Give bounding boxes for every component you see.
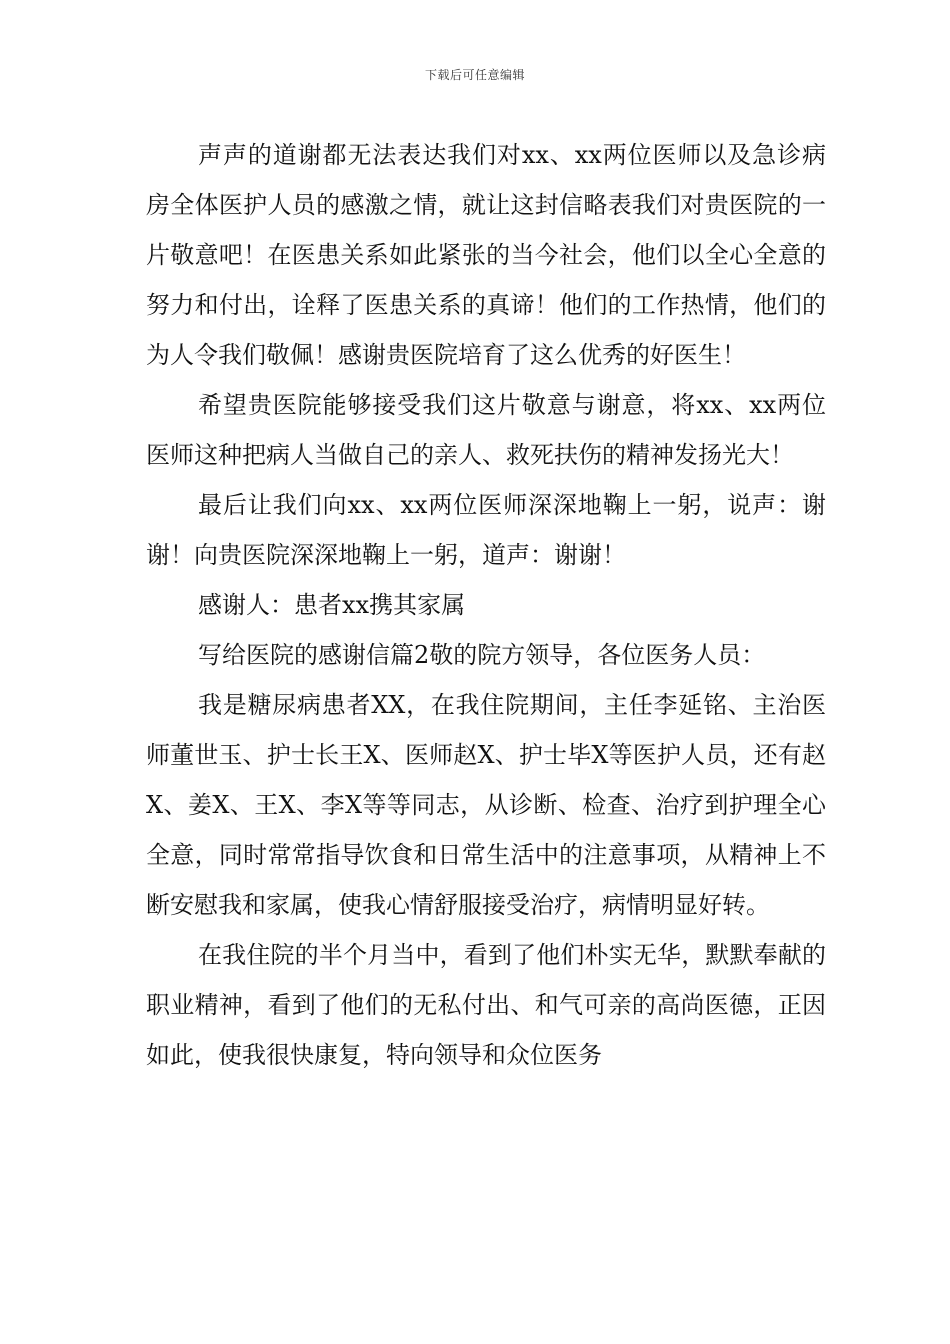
page-header-note: 下载后可任意编辑 — [424, 68, 525, 82]
paragraph-bow: 最后让我们向xx、xx两位医师深深地鞠上一躬，说声：谢谢！向贵医院深深地鞠上一躬，道声：谢谢！ — [146, 491, 826, 569]
paragraph-hope: 希望贵医院能够接受我们这片敬意与谢意，将xx、xx两位医师这种把病人当做自己的亲人、救死扶伤的精神发扬光大！ — [146, 391, 826, 469]
paragraph-signature: 感谢人：患者xx携其家属 — [198, 591, 466, 619]
paragraph-gratitude: 声声的道谢都无法表达我们对xx、xx两位医师以及急诊病房全体医护人员的感激之情，就让这封信略表我们对贵医院的一片敬意吧！在医患关系如此紧张的当今社会，他们以全心全意的努力和付出，诠释了医患关系的真谛！他们的工作热情，他们的为人令我们敬佩！感谢贵医院培育了这么优秀的好医生！ — [146, 141, 826, 369]
paragraph-stay: 在我住院的半个月当中，看到了他们朴实无华，默默奉献的职业精神，看到了他们的无私付出、和气可亲的高尚医德，正因如此，使我很快康复，特向领导和众位医务 — [146, 941, 826, 1069]
paragraph-letter-2-title: 写给医院的感谢信篇2敬的院方领导，各位医务人员： — [198, 641, 766, 669]
letter-body — [146, 130, 826, 1080]
paragraph-patient-intro: 我是糖尿病患者XX，在我住院期间，主任李延铭、主治医师董世玉、护士长王X、医师赵X、护士毕X等医护人员，还有赵X、姜X、王X、李X等等同志，从诊断、检查、治疗到护理全心全意，同时常常指导饮食和日常生活中的注意事项，从精神上不断安慰我和家属，使我心情舒服接受治疗，病情明显好转。 — [146, 691, 826, 919]
